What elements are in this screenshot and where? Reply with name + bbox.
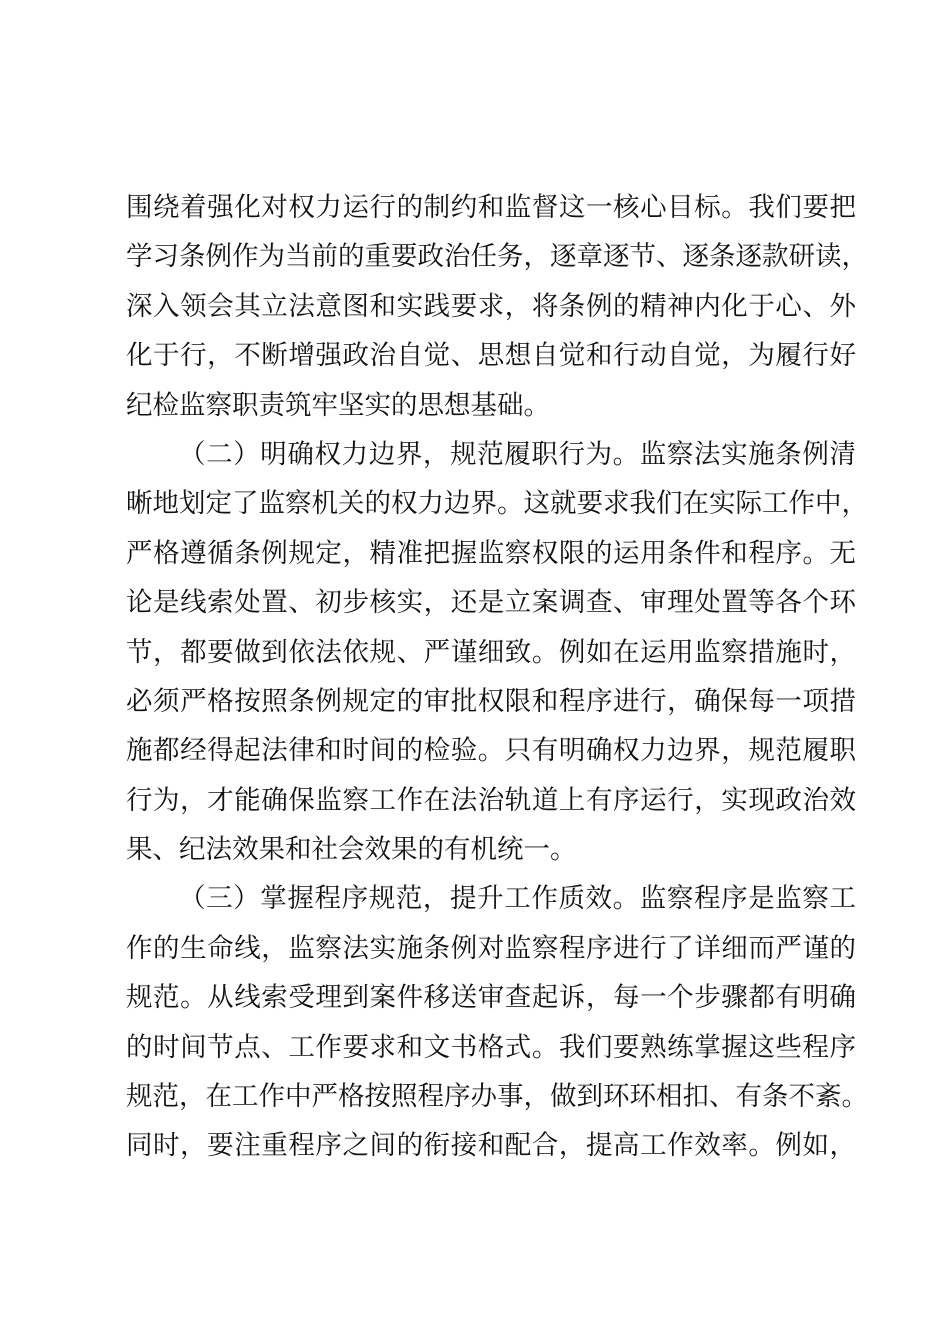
text-line: 节，都要做到依法依规、严谨细致。例如在运用监察措施时，: [126, 636, 856, 668]
text-line: 晰地划定了监察机关的权力边界。这就要求我们在实际工作中，: [126, 488, 868, 520]
text-line: 施都经得起法律和时间的检验。只有明确权力边界，规范履职: [126, 735, 856, 767]
text-line: 必须严格按照条例规定的审批权限和程序进行，确保每一项措: [126, 685, 856, 717]
text-line: 论是线索处置、初步核实，还是立案调查、审理处置等各个环: [126, 587, 856, 619]
section-heading-line: （二）明确权力边界，规范履职行为。监察法实施条例清: [179, 438, 856, 470]
text-line: 作的生命线，监察法实施条例对监察程序进行了详细而严谨的: [126, 932, 856, 964]
text-line: 严格遵循条例规定，精准把握监察权限的运用条件和程序。无: [126, 537, 856, 569]
text-line: 规范，在工作中严格按照程序办事，做到环环相扣、有条不紊。: [126, 1081, 868, 1113]
text-line: 纪检监察职责筑牢坚实的思想基础。: [126, 389, 550, 421]
text-line: 行为，才能确保监察工作在法治轨道上有序运行，实现政治效: [126, 784, 856, 816]
text-line: 围绕着强化对权力运行的制约和监督这一核心目标。我们要把: [126, 192, 856, 223]
text-line: 学习条例作为当前的重要政治任务，逐章逐节、逐条逐款研读，: [126, 241, 868, 273]
section-heading-line: （三）掌握程序规范，提升工作质效。监察程序是监察工: [179, 883, 856, 915]
text-line: 化于行，不断增强政治自觉、思想自觉和行动自觉，为履行好: [126, 340, 856, 372]
text-line: 深入领会其立法意图和实践要求，将条例的精神内化于心、外: [126, 290, 856, 322]
text-line: 果、纪法效果和社会效果的有机统一。: [126, 834, 577, 866]
text-line: 同时，要注重程序之间的衔接和配合，提高工作效率。例如，: [126, 1130, 856, 1162]
document-body: [126, 183, 868, 1171]
text-line: 的时间节点、工作要求和文书格式。我们要熟练掌握这些程序: [126, 1031, 856, 1063]
text-line: 规范。从线索受理到案件移送审查起诉，每一个步骤都有明确: [126, 982, 856, 1014]
